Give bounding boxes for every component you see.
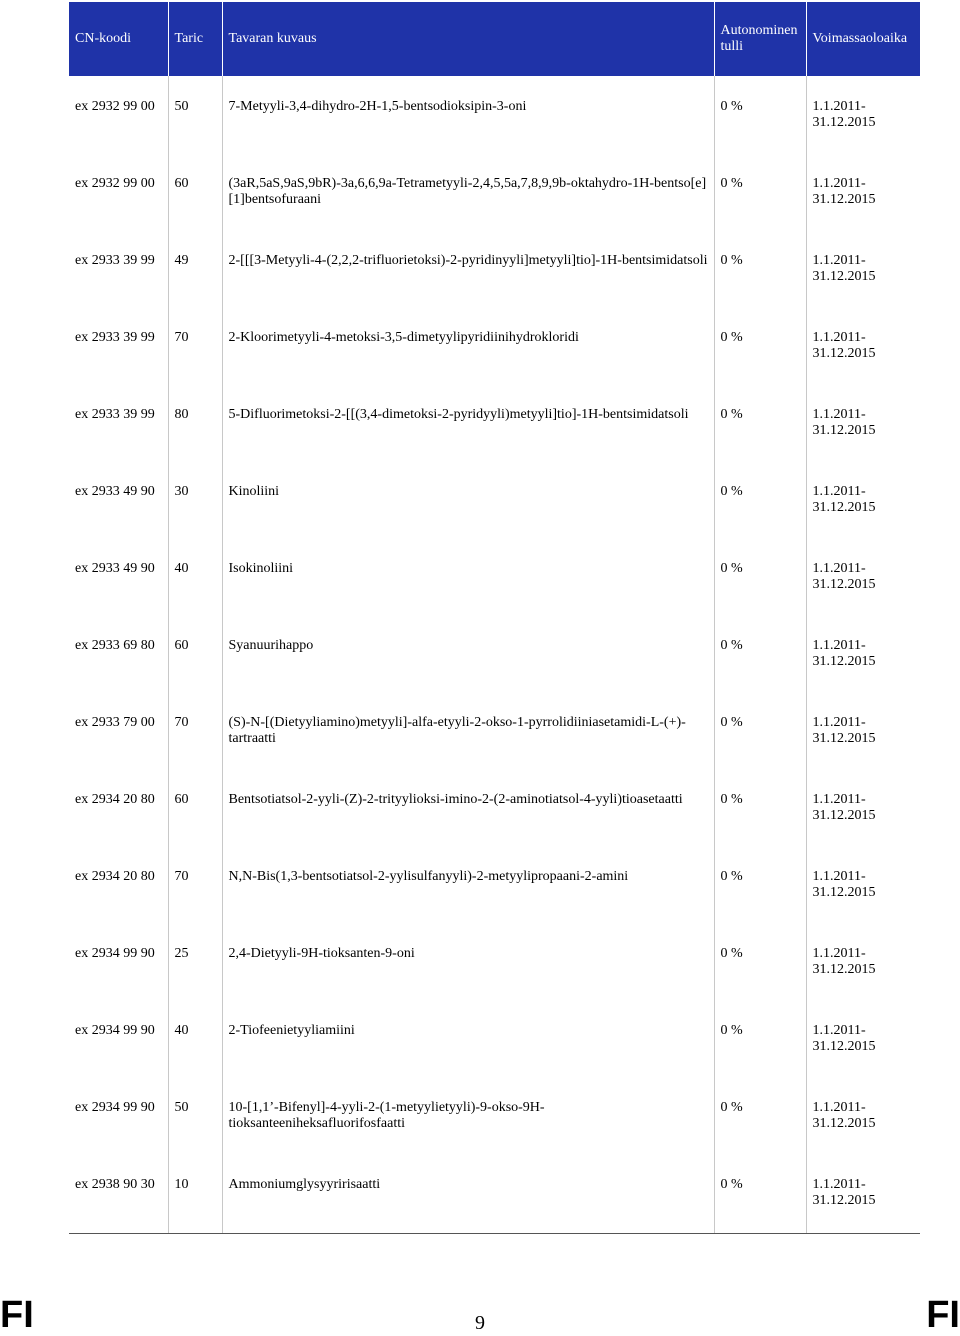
cell-cn-code: ex 2932 99 00 xyxy=(75,176,155,191)
cell-autonomous-duty: 0 % xyxy=(714,1077,806,1154)
cell-cn-code: ex 2938 90 30 xyxy=(69,1154,168,1234)
cell-validity: 1.1.2011- 31.12.2015 xyxy=(806,384,920,461)
cell-cn-code: ex 2933 69 80 xyxy=(75,638,155,653)
cell-autonomous-duty: 0 % xyxy=(714,615,806,692)
cell-autonomous-duty: 0 % xyxy=(714,230,806,307)
header-validity: Voimassaoloaika xyxy=(806,2,920,76)
header-description: Tavaran kuvaus xyxy=(222,2,714,76)
header-autonomous-duty: Autonominen tulli xyxy=(714,2,806,76)
table-row xyxy=(69,1154,920,1234)
table-row xyxy=(69,692,920,769)
cell-description: 2,4-Dietyyli-9H-tioksanten-9-oni xyxy=(222,923,714,1000)
cell-description: 10-[1,1’-Bifenyl]-4-yyli-2-(1-metyylietyyli)-9-okso-9H-tioksanteeniheksafluorifosfaatti xyxy=(222,1077,714,1154)
cell-taric: 60 xyxy=(168,615,222,692)
cell-cn-code: ex 2933 39 99 xyxy=(75,407,155,422)
cell-autonomous-duty: 0 % xyxy=(714,692,806,769)
page-number: 9 xyxy=(475,1312,485,1334)
cell-validity: 1.1.2011- 31.12.2015 xyxy=(806,538,920,615)
cell-validity: 1.1.2011- 31.12.2015 xyxy=(806,615,920,692)
footer-country-code-right: FI xyxy=(926,1294,960,1336)
table-row xyxy=(69,461,920,538)
cell-taric: 50 xyxy=(168,76,222,153)
cell-autonomous-duty: 0 % xyxy=(714,76,806,153)
cell-taric: 60 xyxy=(168,153,222,230)
cell-cn-code: ex 2932 99 00 xyxy=(75,99,155,114)
cell-validity: 1.1.2011- 31.12.2015 xyxy=(806,230,920,307)
cell-validity: 1.1.2011- 31.12.2015 xyxy=(806,923,920,1000)
cell-cn-code: ex 2933 79 00 xyxy=(75,715,155,730)
cell-validity: 1.1.2011- 31.12.2015 xyxy=(806,153,920,230)
cell-validity: 1.1.2011- 31.12.2015 xyxy=(806,1000,920,1077)
cell-description: (S)-N-[(Dietyyliamino)metyyli]-alfa-etyyli-2-okso-1-pyrrolidiiniasetamidi-L-(+)-tartraatti xyxy=(222,692,714,769)
cell-validity: 1.1.2011- 31.12.2015 xyxy=(806,769,920,846)
cell-description: Kinoliini xyxy=(222,461,714,538)
cell-validity: 1.1.2011- 31.12.2015 xyxy=(806,461,920,538)
cell-taric: 40 xyxy=(168,1000,222,1077)
cell-description: (3aR,5aS,9aS,9bR)-3a,6,6,9a-Tetrametyyli-2,4,5,5a,7,8,9,9b-oktahydro-1H-bentso[e][1]bentsofuraani xyxy=(222,153,714,230)
cell-validity: 1.1.2011- 31.12.2015 xyxy=(806,846,920,923)
cell-taric: 70 xyxy=(168,846,222,923)
cell-autonomous-duty: 0 % xyxy=(714,769,806,846)
table-row xyxy=(69,538,920,615)
header-taric: Taric xyxy=(168,2,222,76)
table-row xyxy=(69,384,920,461)
cell-cn-code: ex 2933 39 99 xyxy=(75,253,155,268)
cell-cn-code: ex 2933 49 90 xyxy=(75,484,155,499)
table-body xyxy=(69,76,920,1234)
table-row xyxy=(69,153,920,230)
table-row xyxy=(69,307,920,384)
cell-autonomous-duty: 0 % xyxy=(714,846,806,923)
table-row xyxy=(69,769,920,846)
cell-description: Isokinoliini xyxy=(222,538,714,615)
cell-description: N,N-Bis(1,3-bentsotiatsol-2-yylisulfanyyli)-2-metyylipropaani-2-amini xyxy=(222,846,714,923)
table-row xyxy=(69,615,920,692)
table-row xyxy=(69,1077,920,1154)
table-row xyxy=(69,1000,920,1077)
cell-description: Syanuurihappo xyxy=(222,615,714,692)
cell-taric: 10 xyxy=(168,1154,222,1234)
table-row xyxy=(69,923,920,1000)
cell-description: 7-Metyyli-3,4-dihydro-2H-1,5-bentsodioksipin-3-oni xyxy=(222,76,714,153)
cell-autonomous-duty: 0 % xyxy=(714,461,806,538)
cell-taric: 50 xyxy=(168,1077,222,1154)
cell-description: Ammoniumglysyyririsaatti xyxy=(222,1154,714,1234)
cell-validity: 1.1.2011- 31.12.2015 xyxy=(806,1154,920,1234)
cell-description: Bentsotiatsol-2-yyli-(Z)-2-trityylioksi-imino-2-(2-aminotiatsol-4-yyli)tioasetaatti xyxy=(222,769,714,846)
cell-cn-code: ex 2933 49 90 xyxy=(75,561,155,576)
cell-cn-code: ex 2934 99 90 xyxy=(75,1023,155,1038)
cell-description: 5-Difluorimetoksi-2-[[(3,4-dimetoksi-2-pyridyyli)metyyli]tio]-1H-bentsimidatsoli xyxy=(222,384,714,461)
cell-autonomous-duty: 0 % xyxy=(714,538,806,615)
cell-description: 2-Tiofeenietyyliamiini xyxy=(222,1000,714,1077)
table-row xyxy=(69,230,920,307)
cell-taric: 30 xyxy=(168,461,222,538)
cell-taric: 70 xyxy=(168,692,222,769)
tariff-table xyxy=(69,2,920,1234)
cell-autonomous-duty: 0 % xyxy=(714,384,806,461)
footer-country-code-left: FI xyxy=(0,1294,34,1336)
cell-validity: 1.1.2011- 31.12.2015 xyxy=(806,1077,920,1154)
cell-description: 2-Kloorimetyyli-4-metoksi-3,5-dimetyylipyridiinihydrokloridi xyxy=(222,307,714,384)
cell-autonomous-duty: 0 % xyxy=(714,153,806,230)
table-row xyxy=(69,846,920,923)
cell-description: 2-[[[3-Metyyli-4-(2,2,2-trifluorietoksi)-2-pyridinyyli]metyyli]tio]-1H-bentsimidatsoli xyxy=(222,230,714,307)
cell-autonomous-duty: 0 % xyxy=(714,307,806,384)
cell-taric: 80 xyxy=(168,384,222,461)
cell-cn-code: ex 2934 99 90 xyxy=(75,1100,155,1115)
cell-taric: 60 xyxy=(168,769,222,846)
cell-cn-code: ex 2933 39 99 xyxy=(75,330,155,345)
cell-cn-code: ex 2934 20 80 xyxy=(75,869,155,884)
cell-cn-code: ex 2934 20 80 xyxy=(75,792,155,807)
cell-autonomous-duty: 0 % xyxy=(714,923,806,1000)
cell-validity: 1.1.2011- 31.12.2015 xyxy=(806,76,920,153)
table-header-row xyxy=(69,2,920,76)
cell-validity: 1.1.2011- 31.12.2015 xyxy=(806,307,920,384)
header-cn-code: CN-koodi xyxy=(69,2,168,76)
cell-taric: 40 xyxy=(168,538,222,615)
cell-taric: 70 xyxy=(168,307,222,384)
cell-taric: 49 xyxy=(168,230,222,307)
cell-autonomous-duty: 0 % xyxy=(714,1154,806,1234)
cell-cn-code: ex 2934 99 90 xyxy=(75,946,155,961)
cell-autonomous-duty: 0 % xyxy=(714,1000,806,1077)
cell-taric: 25 xyxy=(168,923,222,1000)
cell-validity: 1.1.2011- 31.12.2015 xyxy=(806,692,920,769)
table-row xyxy=(69,76,920,153)
